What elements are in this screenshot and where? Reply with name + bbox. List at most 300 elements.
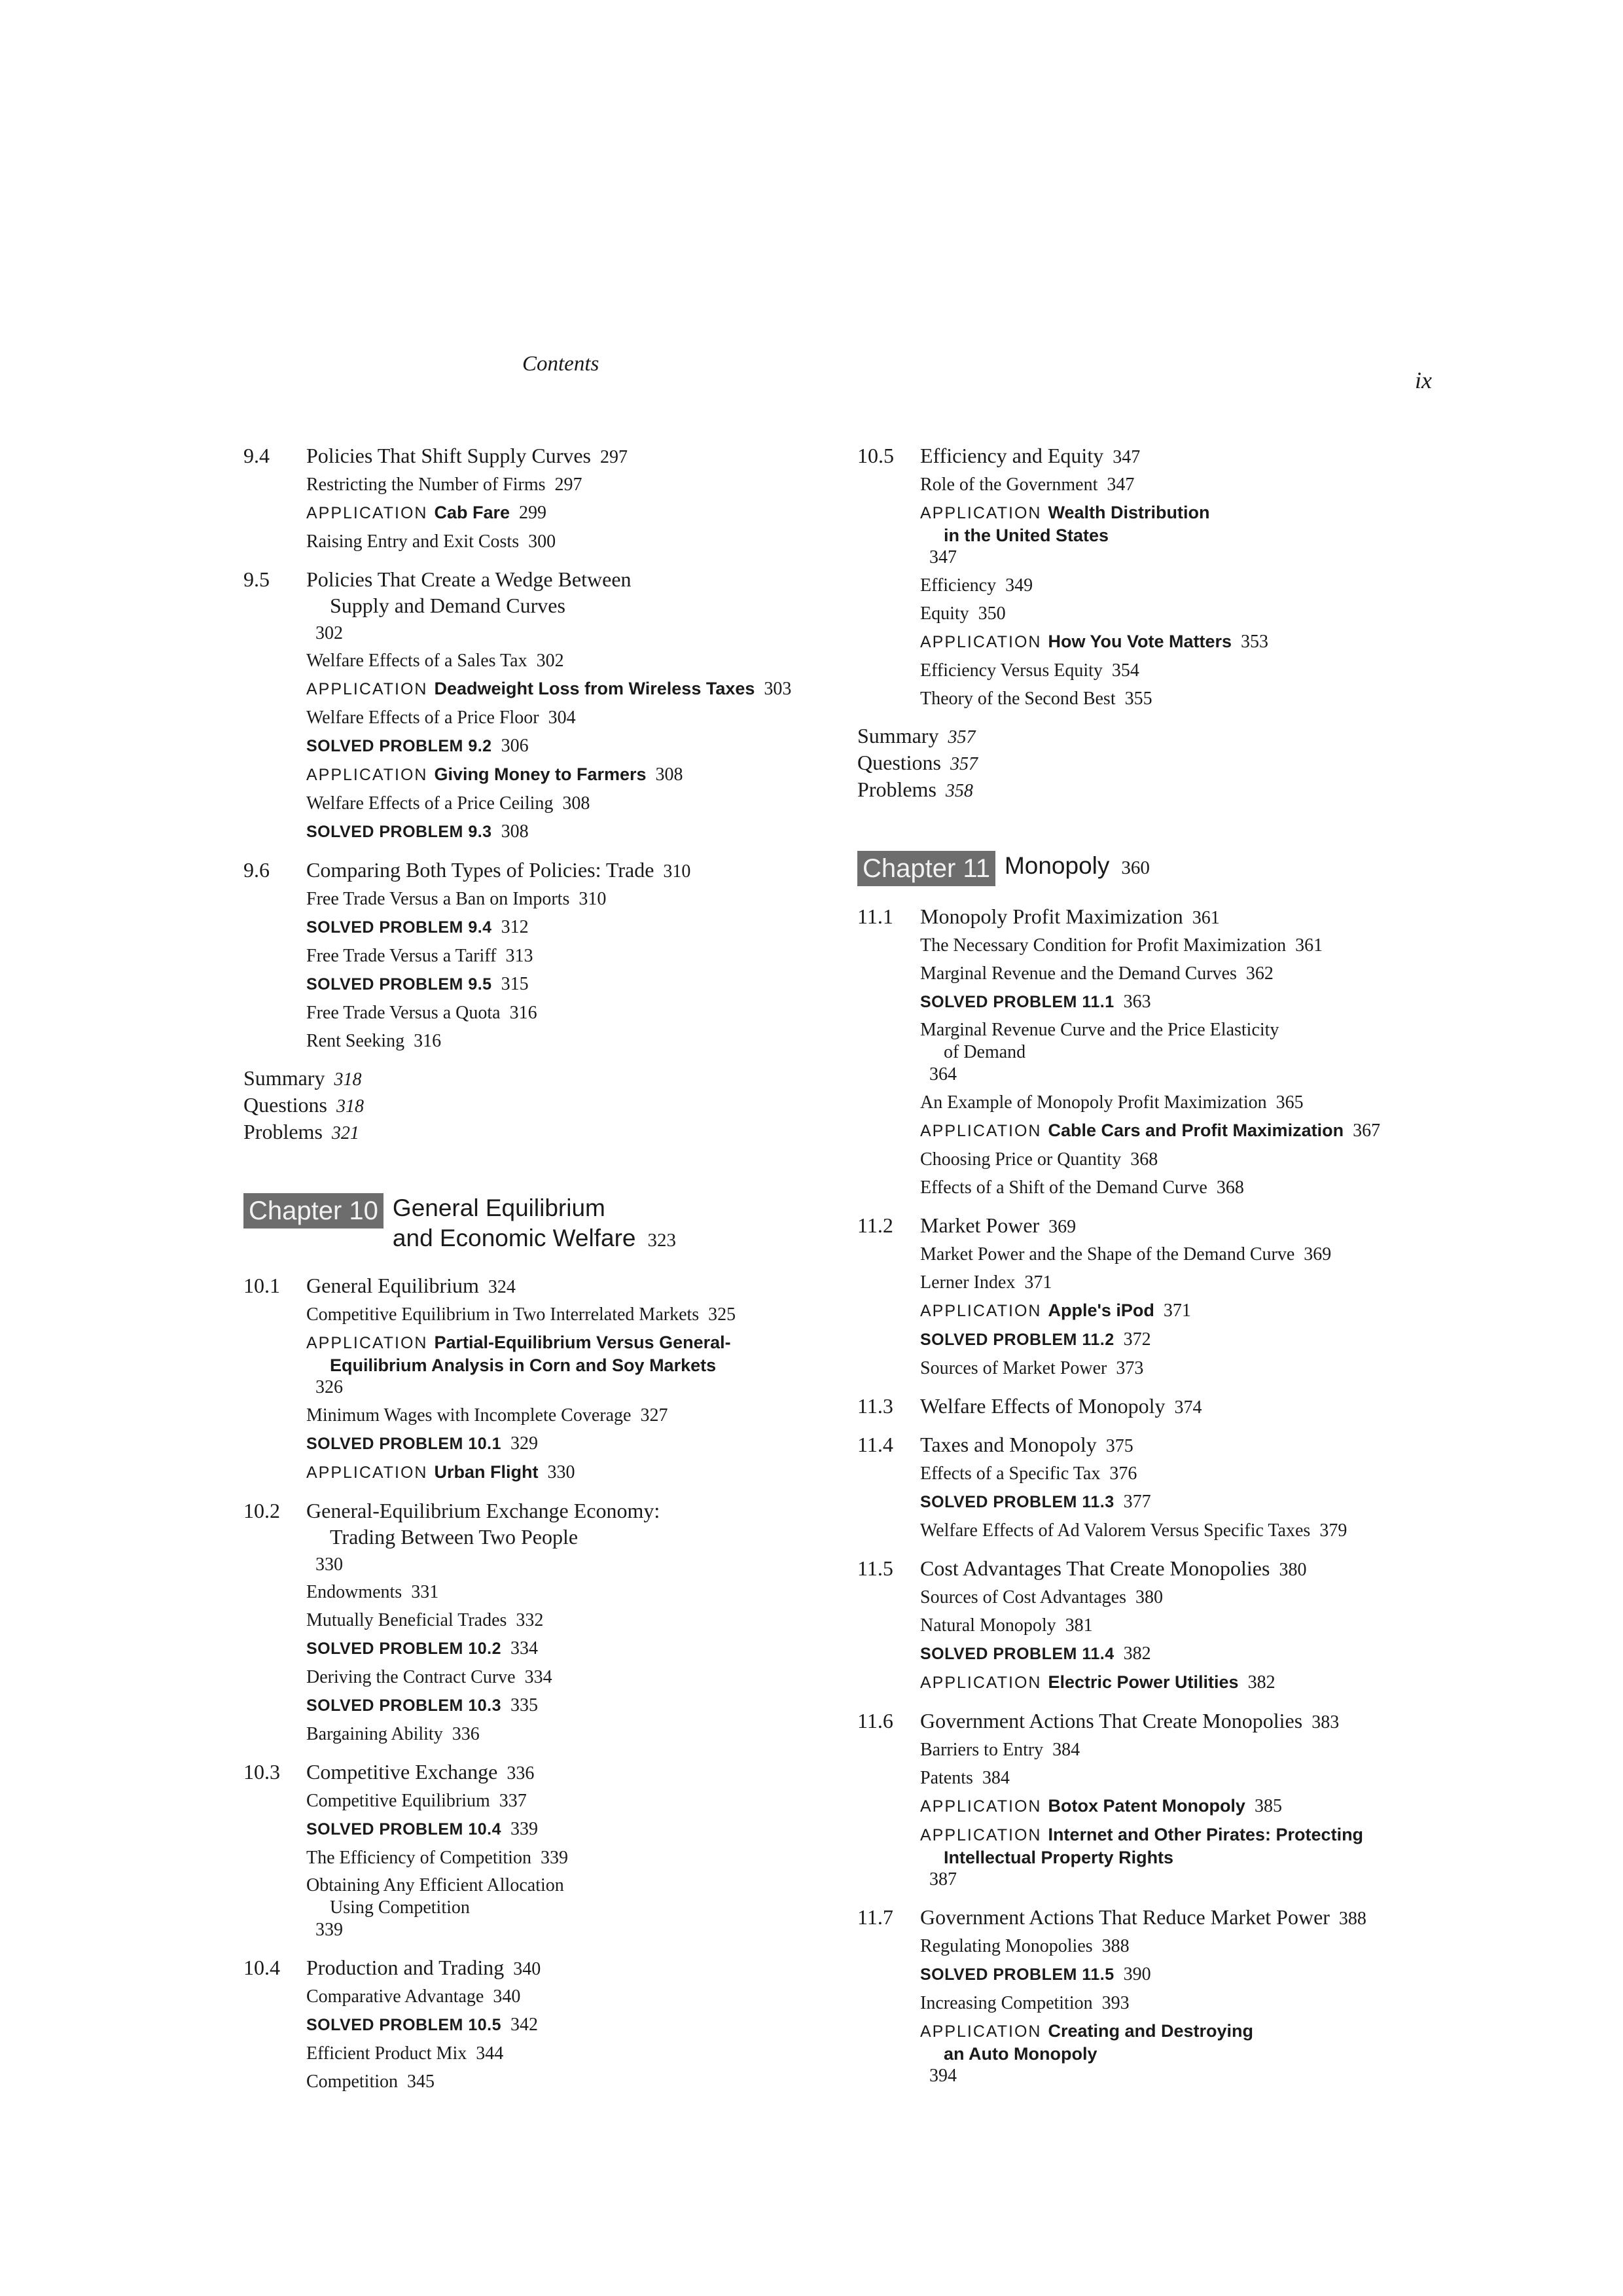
section-title-text: Government Actions That Reduce Market Power <box>920 1905 1330 1929</box>
entry-title: Sources of Market Power <box>920 1358 1107 1378</box>
toc-entry[interactable] <box>920 1668 1446 1697</box>
toc-section <box>243 1498 832 1748</box>
section-number: 11.6 <box>857 1709 893 1732</box>
section-title <box>306 857 690 885</box>
section-page-number: 374 <box>1174 1397 1202 1418</box>
left-sections-a <box>243 442 832 1055</box>
chapter-end-entry[interactable] <box>243 1119 832 1146</box>
section-title <box>920 1212 1076 1240</box>
toc-entry[interactable] <box>306 1982 832 2011</box>
toc-entry[interactable] <box>306 1634 832 1663</box>
section-heading[interactable] <box>243 857 832 885</box>
entry-page-number: 380 <box>1135 1587 1163 1607</box>
entry-title-continued: Using Competition <box>330 1897 470 1918</box>
toc-section <box>243 442 832 556</box>
entry-title: Raising Entry and Exit Costs <box>306 531 520 552</box>
section-title <box>920 1431 1133 1460</box>
chapter-end-entry[interactable] <box>857 723 1446 750</box>
section-page-number: 340 <box>513 1959 541 1979</box>
section-entries <box>306 1578 832 1748</box>
entry-title: Comparative Advantage <box>306 1986 484 2007</box>
chapter-heading-block[interactable] <box>243 1193 832 1255</box>
toc-entry[interactable] <box>920 1354 1446 1382</box>
toc-entry[interactable] <box>920 471 1446 499</box>
chapter-end-page-number: 357 <box>948 727 976 747</box>
toc-section <box>857 442 1446 713</box>
section-title <box>306 1498 660 1578</box>
chapter-badge: Chapter 10 <box>243 1193 383 1229</box>
toc-section <box>857 903 1446 1202</box>
entry-page-number: 312 <box>501 917 529 937</box>
application-label: APPLICATION <box>920 1302 1042 1320</box>
toc-entry[interactable] <box>306 1429 832 1458</box>
toc-entry[interactable] <box>306 1872 832 1944</box>
toc-entry[interactable] <box>920 1174 1446 1202</box>
entry-page-number: 347 <box>1107 475 1135 495</box>
section-heading[interactable] <box>857 1904 1446 1932</box>
entry-page-number: 384 <box>982 1768 1010 1788</box>
toc-entry[interactable] <box>920 1297 1446 1325</box>
section-page-number: 388 <box>1338 1909 1366 1929</box>
entry-page-number: 300 <box>528 531 556 552</box>
chapter-end-page-number: 321 <box>331 1123 359 1143</box>
application-label: APPLICATION <box>306 766 428 784</box>
entry-page-number: 327 <box>640 1405 668 1426</box>
application-title: Cable Cars and Profit Maximization <box>1048 1121 1344 1140</box>
section-entries <box>306 1982 832 2096</box>
toc-entry[interactable] <box>306 732 832 761</box>
toc-entry[interactable] <box>306 675 832 704</box>
toc-entry[interactable] <box>920 600 1446 628</box>
chapter-11-heading <box>857 851 1446 886</box>
section-entries <box>920 1736 1446 1893</box>
toc-entry[interactable] <box>306 970 832 999</box>
chapter-page-number: 323 <box>647 1230 676 1251</box>
section-title-text: Comparing Both Types of Policies: Trade <box>306 858 654 882</box>
section-entries <box>306 471 832 556</box>
entry-title: Regulating Monopolies <box>920 1936 1093 1956</box>
solved-problem-label: SOLVED PROBLEM 10.2 <box>306 1640 501 1658</box>
section-number: 11.1 <box>857 905 893 928</box>
entry-title: Free Trade Versus a Quota <box>306 1003 501 1023</box>
section-heading[interactable] <box>857 442 1446 471</box>
section-title <box>920 442 1140 471</box>
entry-title: Marginal Revenue and the Demand Curves <box>920 963 1237 984</box>
entry-title: Choosing Price or Quantity <box>920 1149 1122 1170</box>
entry-page-number: 299 <box>519 503 547 523</box>
entry-title: Effects of a Specific Tax <box>920 1463 1101 1484</box>
chapter-title-continued: and Economic Welfare <box>392 1225 636 1251</box>
entry-title: Patents <box>920 1768 973 1788</box>
section-number: 11.2 <box>857 1213 893 1237</box>
entry-title: Minimum Wages with Incomplete Coverage <box>306 1405 632 1426</box>
application-label: APPLICATION <box>920 1122 1042 1140</box>
entry-page-number: 355 <box>1124 689 1152 709</box>
toc-entry[interactable] <box>306 885 832 913</box>
section-title-text: Taxes and Monopoly <box>920 1433 1097 1456</box>
application-title: Botox Patent Monopoly <box>1048 1796 1245 1816</box>
section-page-number: 361 <box>1192 908 1220 928</box>
solved-problem-label: SOLVED PROBLEM 10.1 <box>306 1435 501 1453</box>
toc-entry[interactable] <box>920 1792 1446 1821</box>
toc-entry[interactable] <box>920 1611 1446 1640</box>
entry-title: Role of the Government <box>920 475 1098 495</box>
section-heading[interactable] <box>857 903 1446 931</box>
section-title-text: Welfare Effects of Monopoly <box>920 1394 1166 1418</box>
entry-page-number: 302 <box>536 651 564 671</box>
entry-title: Welfare Effects of a Price Ceiling <box>306 793 554 814</box>
entry-title: Endowments <box>306 1582 402 1602</box>
toc-entry[interactable] <box>306 704 832 732</box>
toc-entry[interactable] <box>306 1691 832 1720</box>
section-page-number: 297 <box>599 447 628 467</box>
section-heading[interactable] <box>243 1954 832 1982</box>
toc-entry[interactable] <box>306 1787 832 1815</box>
entry-title: Increasing Competition <box>920 1993 1093 2013</box>
entry-title: Equity <box>920 603 969 624</box>
toc-section <box>243 857 832 1055</box>
application-title: Electric Power Utilities <box>1048 1672 1239 1692</box>
section-title-text: Policies That Shift Supply Curves <box>306 444 591 467</box>
section-heading[interactable] <box>857 1555 1446 1583</box>
section-entries <box>920 1583 1446 1697</box>
right-sections-b <box>857 903 1446 2090</box>
toc-entry[interactable] <box>920 1117 1446 1145</box>
section-number: 9.4 <box>243 444 270 467</box>
toc-entry[interactable] <box>920 960 1446 988</box>
toc-entry[interactable] <box>920 1488 1446 1516</box>
toc-entry[interactable] <box>920 1640 1446 1668</box>
entry-page-number: 367 <box>1353 1121 1381 1141</box>
toc-section <box>857 1431 1446 1545</box>
section-page-number: 347 <box>1113 447 1141 467</box>
toc-entry[interactable] <box>306 499 832 528</box>
entry-page-number: 310 <box>579 889 607 909</box>
toc-entry[interactable] <box>306 1300 832 1329</box>
entry-title: Effects of a Shift of the Demand Curve <box>920 1177 1207 1198</box>
application-label: APPLICATION <box>920 2022 1042 2041</box>
toc-entry[interactable] <box>306 1844 832 1872</box>
section-title-text: Cost Advantages That Create Monopolies <box>920 1556 1270 1580</box>
entry-page-number: 371 <box>1163 1300 1191 1321</box>
section-number: 11.5 <box>857 1556 893 1580</box>
section-page-number: 324 <box>488 1277 516 1297</box>
application-label: APPLICATION <box>920 1674 1042 1692</box>
chapter-page-number: 360 <box>1121 857 1150 878</box>
entry-page-number: 337 <box>499 1791 527 1811</box>
entry-page-number: 365 <box>1275 1092 1304 1113</box>
entry-title: The Efficiency of Competition <box>306 1848 531 1868</box>
toc-entry[interactable] <box>920 1583 1446 1611</box>
entry-page-number: 313 <box>505 946 533 966</box>
application-title: How You Vote Matters <box>1048 632 1232 651</box>
entry-page-number: 376 <box>1109 1463 1137 1484</box>
section-title-text: Monopoly Profit Maximization <box>920 905 1183 928</box>
toc-entry[interactable] <box>306 471 832 499</box>
entry-page-number: 373 <box>1116 1358 1144 1378</box>
section-heading[interactable] <box>243 566 832 647</box>
section-entries <box>306 1300 832 1487</box>
toc-entry[interactable] <box>920 1240 1446 1268</box>
chapter-title <box>1005 851 1150 883</box>
section-heading[interactable] <box>243 1759 832 1787</box>
toc-entry[interactable] <box>306 942 832 970</box>
chapter-end-page-number: 357 <box>950 754 978 774</box>
toc-entry[interactable] <box>306 913 832 942</box>
toc-entry[interactable] <box>920 685 1446 713</box>
solved-problem-label: SOLVED PROBLEM 11.2 <box>920 1331 1115 1349</box>
section-heading[interactable] <box>857 1212 1446 1240</box>
entry-page-number: 316 <box>414 1031 442 1051</box>
section-heading[interactable] <box>857 1708 1446 1736</box>
application-title-continued: Equilibrium Analysis in Corn and Soy Markets <box>330 1355 717 1375</box>
chapter-end-page-number: 318 <box>334 1069 362 1090</box>
chapter-end-page-number: 318 <box>336 1096 364 1117</box>
section-page-number: 330 <box>315 1554 343 1575</box>
entry-page-number: 388 <box>1101 1936 1130 1956</box>
toc-entry[interactable] <box>920 1736 1446 1764</box>
solved-problem-label: SOLVED PROBLEM 10.3 <box>306 1696 501 1715</box>
entry-title: The Necessary Condition for Profit Maximization <box>920 935 1287 956</box>
entry-page-number: 308 <box>655 764 683 785</box>
section-page-number: 369 <box>1048 1217 1077 1237</box>
application-title: Apple's iPod <box>1048 1300 1154 1320</box>
section-entries <box>306 885 832 1055</box>
entry-page-number: 379 <box>1319 1520 1347 1541</box>
toc-entry[interactable] <box>306 1027 832 1055</box>
toc-entry[interactable] <box>306 1606 832 1634</box>
application-label: APPLICATION <box>920 1797 1042 1816</box>
entry-title: Obtaining Any Efficient Allocation <box>306 1875 564 1895</box>
toc-entry[interactable] <box>920 1325 1446 1354</box>
entry-page-number: 330 <box>547 1462 575 1482</box>
toc-section <box>243 1272 832 1487</box>
section-title-text: Market Power <box>920 1213 1040 1237</box>
application-label: APPLICATION <box>306 1463 428 1482</box>
toc-entry[interactable] <box>306 761 832 789</box>
section-title-text: Production and Trading <box>306 1956 505 1979</box>
toc-entry[interactable] <box>920 656 1446 685</box>
section-title-text: Competitive Exchange <box>306 1760 498 1784</box>
entry-title: Welfare Effects of Ad Valorem Versus Specific Taxes <box>920 1520 1311 1541</box>
toc-entry[interactable] <box>920 931 1446 960</box>
chapter-end-entry[interactable] <box>243 1066 832 1092</box>
right-sections-a <box>857 442 1446 713</box>
right-column <box>857 442 1446 2100</box>
toc-entry[interactable] <box>920 628 1446 656</box>
entry-page-number: 306 <box>501 736 529 756</box>
toc-section <box>857 1708 1446 1893</box>
toc-entry[interactable] <box>920 1989 1446 2017</box>
section-title-text: Government Actions That Create Monopolies <box>920 1709 1303 1732</box>
application-title: Partial-Equilibrium Versus General- <box>434 1333 731 1352</box>
toc-entry[interactable] <box>306 1458 832 1487</box>
toc-section <box>857 1904 1446 2090</box>
section-entries <box>306 1787 832 1944</box>
entry-page-number: 332 <box>516 1610 544 1630</box>
right-chapter-end-list <box>857 723 1446 804</box>
section-title <box>920 1708 1339 1736</box>
chapter-end-entry[interactable] <box>857 777 1446 804</box>
section-number: 9.6 <box>243 858 270 882</box>
toc-entry[interactable] <box>306 2068 832 2096</box>
entry-page-number: 369 <box>1304 1244 1332 1265</box>
toc-entry[interactable] <box>920 499 1446 571</box>
application-title: Deadweight Loss from Wireless Taxes <box>434 679 755 698</box>
toc-entry[interactable] <box>306 1720 832 1748</box>
entry-page-number: 339 <box>540 1848 568 1868</box>
toc-entry[interactable] <box>920 1145 1446 1174</box>
entry-title: Market Power and the Shape of the Demand Curve <box>920 1244 1295 1265</box>
toc-entry[interactable] <box>920 571 1446 600</box>
toc-entry[interactable] <box>920 1516 1446 1545</box>
chapter-badge: Chapter 11 <box>857 851 995 886</box>
entry-page-number: 315 <box>501 974 529 994</box>
entry-page-number: 394 <box>929 2066 957 2086</box>
left-column <box>243 442 832 2106</box>
solved-problem-label: SOLVED PROBLEM 10.4 <box>306 1820 501 1839</box>
application-title: Urban Flight <box>434 1462 539 1482</box>
toc-section <box>857 1555 1446 1697</box>
entry-title: Competitive Equilibrium in Two Interrelated Markets <box>306 1304 700 1325</box>
section-heading[interactable] <box>243 1498 832 1578</box>
entry-title: Deriving the Contract Curve <box>306 1667 516 1687</box>
toc-entry[interactable] <box>306 2039 832 2068</box>
entry-page-number: 363 <box>1123 992 1151 1012</box>
section-title-text: General Equilibrium <box>306 1274 479 1297</box>
entry-page-number: 303 <box>764 679 792 699</box>
solved-problem-label: SOLVED PROBLEM 11.1 <box>920 993 1115 1011</box>
entry-page-number: 372 <box>1123 1329 1151 1350</box>
entry-page-number: 316 <box>509 1003 537 1023</box>
entry-page-number: 368 <box>1216 1177 1244 1198</box>
entry-title: Competitive Equilibrium <box>306 1791 490 1811</box>
chapter-end-label: Summary <box>857 724 939 747</box>
entry-title: Sources of Cost Advantages <box>920 1587 1126 1607</box>
section-heading[interactable] <box>857 1431 1446 1460</box>
chapter-end-entry[interactable] <box>243 1092 832 1119</box>
application-label: APPLICATION <box>920 1826 1042 1844</box>
entry-page-number: 297 <box>554 475 582 495</box>
section-title-text: Policies That Create a Wedge Between <box>306 567 632 591</box>
toc-section <box>243 1954 832 2096</box>
section-title-text: Efficiency and Equity <box>920 444 1104 467</box>
section-title-text: General-Equilibrium Exchange Economy: <box>306 1499 660 1522</box>
left-sections-b <box>243 1272 832 2096</box>
application-title-continued: an Auto Monopoly <box>944 2044 1097 2064</box>
solved-problem-label: SOLVED PROBLEM 11.5 <box>920 1965 1115 1984</box>
toc-entry[interactable] <box>920 1088 1446 1117</box>
entry-title: Lerner Index <box>920 1272 1016 1293</box>
entry-title-continued: of Demand <box>944 1042 1026 1062</box>
toc-entry[interactable] <box>306 1663 832 1691</box>
section-page-number: 336 <box>507 1763 535 1784</box>
toc-entry[interactable] <box>920 988 1446 1016</box>
application-title: Cab Fare <box>434 503 510 522</box>
section-number: 11.3 <box>857 1394 893 1418</box>
chapter-title-text: General Equilibrium <box>392 1194 605 1221</box>
chapter-heading-block[interactable] <box>857 851 1446 886</box>
entry-title: Welfare Effects of a Price Floor <box>306 708 539 728</box>
entry-title: Natural Monopoly <box>920 1615 1056 1636</box>
toc-entry[interactable] <box>920 1932 1446 1960</box>
chapter-title <box>393 1193 676 1255</box>
toc-entry[interactable] <box>920 1460 1446 1488</box>
running-header-title: Contents <box>522 352 599 376</box>
toc-entry[interactable] <box>920 1268 1446 1297</box>
chapter-end-label: Problems <box>243 1120 323 1143</box>
section-heading[interactable] <box>243 442 832 471</box>
section-entries <box>920 1240 1446 1382</box>
section-title-continued: Supply and Demand Curves <box>330 594 565 617</box>
solved-problem-label: SOLVED PROBLEM 9.4 <box>306 918 492 937</box>
application-label: APPLICATION <box>920 504 1042 522</box>
entry-title: Restricting the Number of Firms <box>306 475 546 495</box>
application-title: Internet and Other Pirates: Protecting <box>1048 1825 1364 1844</box>
entry-page-number: 334 <box>524 1667 552 1687</box>
chapter-end-label: Problems <box>857 778 936 801</box>
toc-entry[interactable] <box>306 1401 832 1429</box>
section-heading[interactable] <box>857 1393 1446 1421</box>
entry-page-number: 334 <box>510 1638 538 1659</box>
entry-page-number: 349 <box>1005 575 1033 596</box>
toc-entry[interactable] <box>920 1960 1446 1989</box>
section-number: 10.5 <box>857 444 894 467</box>
toc-entry[interactable] <box>920 1821 1446 1893</box>
page-number: ix <box>1415 367 1432 393</box>
application-title-continued: Intellectual Property Rights <box>944 1848 1174 1867</box>
toc-entry[interactable] <box>306 1815 832 1844</box>
toc-entry[interactable] <box>306 2011 832 2039</box>
toc-section <box>857 1212 1446 1382</box>
section-title <box>920 1393 1202 1421</box>
entry-page-number: 382 <box>1123 1643 1151 1664</box>
section-number: 10.3 <box>243 1760 280 1784</box>
toc-entry[interactable] <box>306 1329 832 1401</box>
toc-section <box>857 1393 1446 1421</box>
section-title <box>306 442 628 471</box>
application-title-continued: in the United States <box>944 526 1109 545</box>
section-page-number: 310 <box>663 861 691 882</box>
solved-problem-label: SOLVED PROBLEM 10.5 <box>306 2016 501 2034</box>
application-label: APPLICATION <box>306 680 428 698</box>
toc-entry[interactable] <box>306 789 832 817</box>
section-title <box>920 903 1220 931</box>
entry-title: Efficiency <box>920 575 997 596</box>
entry-page-number: 354 <box>1111 660 1139 681</box>
entry-page-number: 381 <box>1065 1615 1093 1636</box>
entry-title: Welfare Effects of a Sales Tax <box>306 651 527 671</box>
section-number: 9.5 <box>243 567 270 591</box>
section-heading[interactable] <box>243 1272 832 1300</box>
solved-problem-label: SOLVED PROBLEM 9.3 <box>306 823 492 841</box>
toc-entry[interactable] <box>920 2017 1446 2090</box>
toc-entry[interactable] <box>306 528 832 556</box>
toc-entry[interactable] <box>306 1578 832 1606</box>
toc-entry[interactable] <box>306 647 832 675</box>
entry-page-number: 350 <box>978 603 1006 624</box>
entry-page-number: 345 <box>407 2072 435 2092</box>
entry-title: Free Trade Versus a Tariff <box>306 946 497 966</box>
toc-entry[interactable] <box>920 1764 1446 1792</box>
toc-entry[interactable] <box>306 999 832 1027</box>
entry-page-number: 385 <box>1254 1796 1282 1816</box>
entry-page-number: 377 <box>1123 1492 1151 1512</box>
section-page-number: 375 <box>1105 1436 1133 1456</box>
toc-entry[interactable] <box>306 817 832 846</box>
toc-entry[interactable] <box>920 1016 1446 1088</box>
chapter-end-entry[interactable] <box>857 750 1446 777</box>
